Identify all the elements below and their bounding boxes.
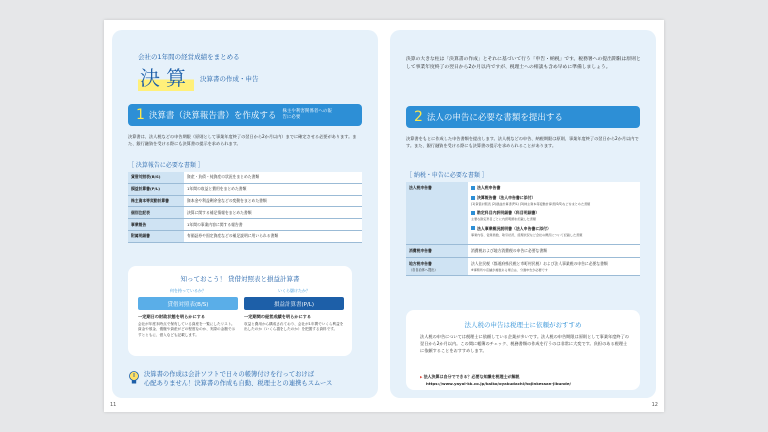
corporate-tax-items bbox=[468, 182, 640, 244]
table-row bbox=[406, 182, 640, 244]
doc-name: 法人事業概況説明書（法人申告書に添付） bbox=[471, 226, 637, 232]
tax-box-title: 法人税の申告は税理士に依頼がおすすめ bbox=[464, 321, 582, 329]
filing-docs-table bbox=[406, 182, 640, 276]
pl-detail: 収益と費用から構成されており、会社が1年間でいくら利益を出したのか（いくら損をしたのか）を把握する資料です。 bbox=[244, 322, 344, 332]
doc-name: 損益計算書(P/L) bbox=[128, 183, 184, 195]
doc-desc: 1年間の収益と費用をまとめた書類 bbox=[184, 183, 362, 195]
tip-line2: 心配ありません！決算書の作成も自動、税理士との連携もスムース bbox=[144, 380, 333, 388]
doc-desc: 決算に関する補足情報をまとめた書類 bbox=[184, 207, 362, 219]
doc-name: 事業報告 bbox=[128, 219, 184, 231]
doc-name: 附属明細書 bbox=[128, 230, 184, 242]
knowledge-box bbox=[128, 266, 352, 356]
section1-number: 1 bbox=[136, 107, 145, 123]
doc-note: 事業内容、従業員数、取引状況、経理状況など会社の概況について記載した書類 bbox=[471, 232, 583, 237]
pl-question: いくら儲けたか？ bbox=[278, 288, 310, 293]
left-page-panel bbox=[112, 30, 378, 398]
bs-question: 何を持っているか？ bbox=[170, 288, 206, 293]
doc-desc: 有価証券や固定資産などの補足説明に用いられる書類 bbox=[184, 230, 362, 242]
list-item bbox=[471, 226, 637, 237]
booklet-spread bbox=[104, 20, 664, 412]
local-tax-label-note: （各自治体へ提出） bbox=[409, 267, 438, 272]
section2-intro: 決算書をもとに作成した申告書類を提出します。法人税などの申告、納税期限は原則、事業年度終了の翌日から2か月以内です。また、銀行融資を受ける際にも決算書の提示を求められることがあります。 bbox=[406, 136, 639, 148]
doc-desc: 資産・負債・純資産の状況をまとめた書類 bbox=[184, 172, 362, 183]
section2-number: 2 bbox=[414, 109, 423, 125]
local-tax-label: 地方税申告書 bbox=[409, 260, 432, 266]
lightbulb-icon bbox=[128, 370, 140, 386]
section1-intro: 決算書は、法人税などの申告期限（原則として事業年度終了の翌日から2か月以内）までに確定させる必要があります。また、銀行融資を受ける際にも決算書の提示を求められます。 bbox=[128, 134, 357, 146]
table-row bbox=[406, 257, 640, 275]
doc-name: 株主資本等変動計算書 bbox=[128, 195, 184, 207]
pl-summary: 一定期間の経営成績を明らかにする bbox=[244, 314, 312, 319]
table-row bbox=[128, 230, 362, 242]
table-row bbox=[128, 172, 362, 183]
right-page-number: 12 bbox=[651, 402, 658, 408]
doc-name: 法人税申告書 bbox=[471, 185, 637, 191]
header-title-sub: 決算書の作成・申告 bbox=[200, 75, 259, 83]
section1-note: 株主や利害関係者への報告に必要 bbox=[282, 109, 332, 120]
tax-box-body: 法人税の申告については税理士に依頼している企業が多いです。法人税の申告期限は原則として事業年度終了の翌日から2か月以内。この間に帳簿のチェック、税務書類の作成を行うのは非常に大変です。負担のある税理士に依頼することをおすすめします。 bbox=[420, 334, 629, 353]
section1-bar bbox=[128, 104, 362, 126]
consumption-tax-label: 消費税申告書 bbox=[406, 244, 468, 257]
list-item bbox=[471, 195, 637, 206]
table-row bbox=[128, 219, 362, 231]
required-docs-heading: ［ 決算報告に必要な書類 ］ bbox=[128, 162, 204, 169]
right-page-panel bbox=[390, 30, 656, 398]
tip-text bbox=[144, 370, 332, 388]
table-row bbox=[128, 207, 362, 219]
doc-note: 主要な勘定科目ごとに内訳明細を記載した書類 bbox=[471, 217, 536, 222]
bs-detail: 会社が年度末時点で保有している資産を一覧にしたリスト。資金や預金、債権や資産がどの程度なのか、実際の金額で示すとともに、借入なども記載します。 bbox=[138, 322, 236, 337]
tax-box-link-url[interactable]: https://www.yayoi-kk.co.jp/kaiko/oyakudachi/hojinkessan-jibunde/ bbox=[426, 381, 571, 386]
tax-advice-box bbox=[406, 310, 640, 390]
required-docs-table bbox=[128, 172, 362, 243]
header-title: 決算 bbox=[138, 62, 194, 91]
bs-summary: 一定期日の財政状態を明らかにする bbox=[138, 314, 206, 319]
local-tax-label-cell bbox=[406, 257, 468, 275]
consumption-tax-desc: 消費税および地方消費税の申告に必要な書類 bbox=[468, 244, 640, 257]
bs-label: 貸借対照表(B/S) bbox=[138, 297, 238, 310]
doc-name: 個別注記表 bbox=[128, 207, 184, 219]
local-tax-desc-cell bbox=[468, 257, 640, 275]
bs-column bbox=[138, 288, 238, 338]
header-subtitle: 会社の1年間の経営成績をまとめる bbox=[138, 53, 240, 61]
pl-label: 損益計算書(P/L) bbox=[244, 297, 344, 310]
section2-title: 法人の申告に必要な書類を提出する bbox=[426, 113, 563, 123]
table-row bbox=[128, 183, 362, 195]
table-row bbox=[406, 244, 640, 257]
filing-docs-heading: ［ 納税・申告に必要な書類 ］ bbox=[406, 172, 488, 179]
list-item bbox=[471, 185, 637, 191]
pl-column bbox=[244, 288, 344, 333]
tax-box-link-label[interactable]: ▶ 法人決算は自分でできる？必要な知識を税理士が解説 bbox=[420, 374, 520, 380]
doc-name: 決算報告書（法人申告書に添付） bbox=[471, 195, 637, 201]
corporate-tax-label: 法人税申告書 bbox=[406, 182, 468, 244]
section1-title: 決算書（決算報告書）を作成する bbox=[148, 111, 277, 121]
list-item bbox=[471, 210, 637, 221]
table-row bbox=[128, 195, 362, 207]
local-tax-desc: 法人住民税（都道府県民税と市町村民税）および法人事業税の申告に必要な書類 bbox=[471, 260, 608, 266]
doc-note: (1)貸借対照表 (2)損益計算書(P/L) (3)株主資本等変動計算書(S/S)などをまとめた書類 bbox=[471, 202, 591, 206]
section2-bar bbox=[406, 106, 640, 128]
knowledge-box-title: 知っておこう！ 貸借対照表と損益計算書 bbox=[180, 275, 300, 283]
left-page-number: 11 bbox=[110, 402, 117, 408]
right-page-intro: 決算の大きな柱は「決算書の作成」とそれに基づいて行う「申告・納税」です。税務署への提出期限は原則として事業年度終了の翌日から2か月以内ですが、税理士への相談も含め早めに準備しましょう。 bbox=[406, 57, 641, 71]
doc-desc: 資本金や利益剰余金などの変動をまとめた書類 bbox=[184, 195, 362, 207]
local-tax-note: ※事務所や店舗が複数ある場合は、分割申告が必要です bbox=[471, 267, 548, 272]
tip-line1: 決算書の作成は会計ソフトで日々の帳簿付けを行っておけば bbox=[144, 371, 315, 378]
doc-desc: 1年間の事業内容に関する報告書 bbox=[184, 219, 362, 231]
doc-name: 勘定科目内訳明細書（科目明細書） bbox=[471, 210, 637, 216]
doc-name: 貸借対照表(B/S) bbox=[128, 172, 184, 183]
